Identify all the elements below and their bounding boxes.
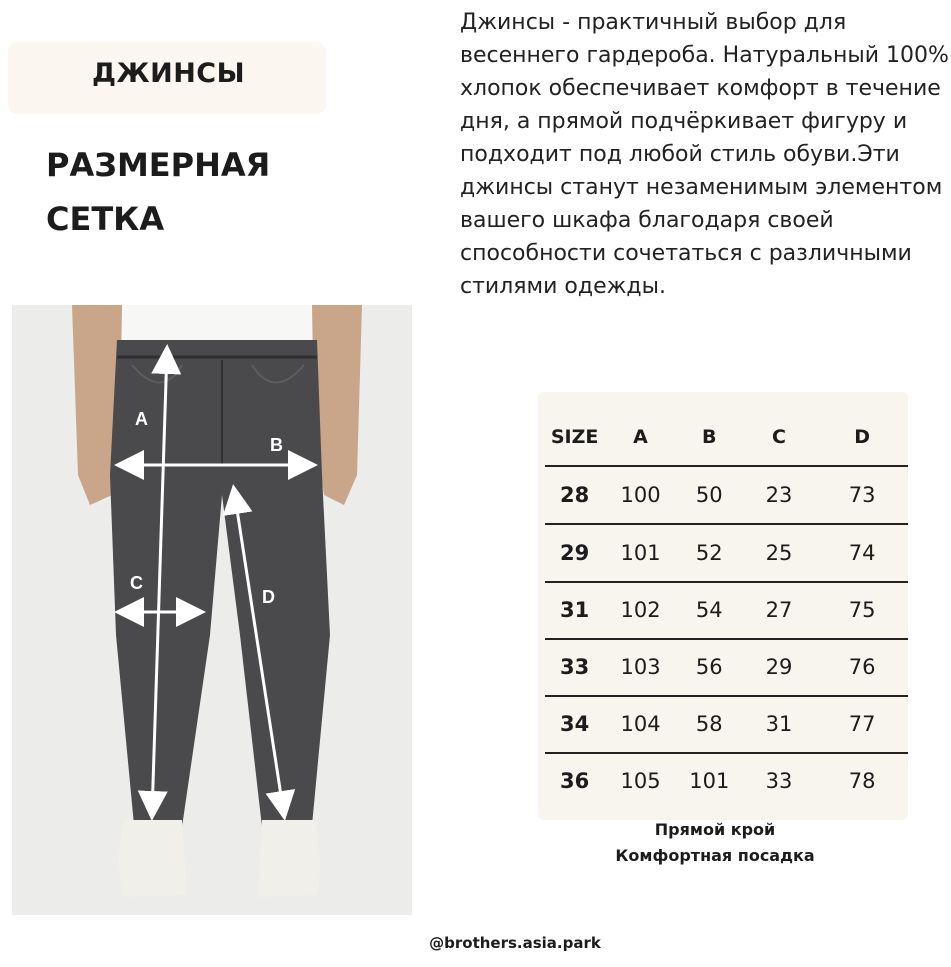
label-c: C — [130, 573, 143, 593]
size-cell: 36 — [559, 768, 590, 793]
b-cell: 58 — [695, 711, 723, 736]
header-size: SIZE — [550, 425, 599, 448]
c-cell: 31 — [765, 711, 793, 736]
size-cell: 34 — [559, 711, 590, 736]
size-cell: 33 — [559, 654, 590, 679]
product-title: ДЖИНСЫ — [92, 58, 246, 89]
jeans-illustration — [12, 305, 412, 915]
a-cell: 104 — [620, 711, 661, 736]
label-b: B — [270, 435, 283, 455]
d-cell: 75 — [848, 597, 876, 622]
d-cell: 77 — [848, 711, 876, 736]
size-cell: 28 — [559, 482, 590, 507]
header-b: B — [702, 425, 717, 448]
fit-note: Прямой крой — [654, 820, 776, 839]
a-cell: 100 — [620, 482, 661, 507]
c-cell: 27 — [765, 597, 793, 622]
size-table-header — [545, 408, 908, 467]
size-cell: 31 — [559, 597, 590, 622]
b-cell: 56 — [695, 654, 723, 679]
label-d: D — [262, 587, 275, 607]
a-cell: 102 — [620, 597, 661, 622]
b-cell: 101 — [689, 768, 730, 793]
table-row — [545, 638, 908, 697]
c-cell: 29 — [765, 654, 793, 679]
d-cell: 74 — [848, 540, 876, 565]
a-cell: 105 — [620, 768, 661, 793]
social-handle: @brothers.asia.park — [429, 934, 601, 952]
product-description: Джинсы - практичный выбор для весеннего гардероба. Натуральный 100% хлопок обеспечивает комфорт в течение дня, а прямой подчёркивает фигуру и подходит под любой стиль обуви.Эти джинсы станут незаменимым элементом вашего шкафа благодаря своей способности сочетаться с различными стилями одежды. — [460, 10, 949, 299]
table-row — [545, 466, 908, 525]
b-cell: 50 — [695, 482, 723, 507]
jeans-photo — [12, 305, 412, 915]
size-chart-heading — [46, 138, 270, 246]
c-cell: 33 — [765, 768, 793, 793]
table-row — [545, 752, 908, 809]
size-chart-heading-line1: РАЗМЕРНАЯ — [46, 146, 271, 184]
size-cell: 29 — [559, 540, 590, 565]
d-cell: 78 — [848, 768, 876, 793]
d-cell: 73 — [848, 482, 876, 507]
a-cell: 103 — [620, 654, 661, 679]
b-cell: 52 — [695, 540, 723, 565]
d-cell: 76 — [848, 654, 876, 679]
table-row — [545, 524, 908, 583]
c-cell: 25 — [765, 540, 793, 565]
a-cell: 101 — [620, 540, 661, 565]
header-d: D — [854, 425, 871, 448]
label-a: A — [135, 409, 148, 429]
size-chart-heading-line2: СЕТКА — [46, 200, 165, 238]
b-cell: 54 — [695, 597, 723, 622]
comfort-note: Комфортная посадка — [615, 846, 815, 865]
table-row — [545, 695, 908, 754]
header-a: A — [633, 425, 648, 448]
header-c: C — [772, 425, 786, 448]
table-row — [545, 581, 908, 640]
c-cell: 23 — [765, 482, 793, 507]
